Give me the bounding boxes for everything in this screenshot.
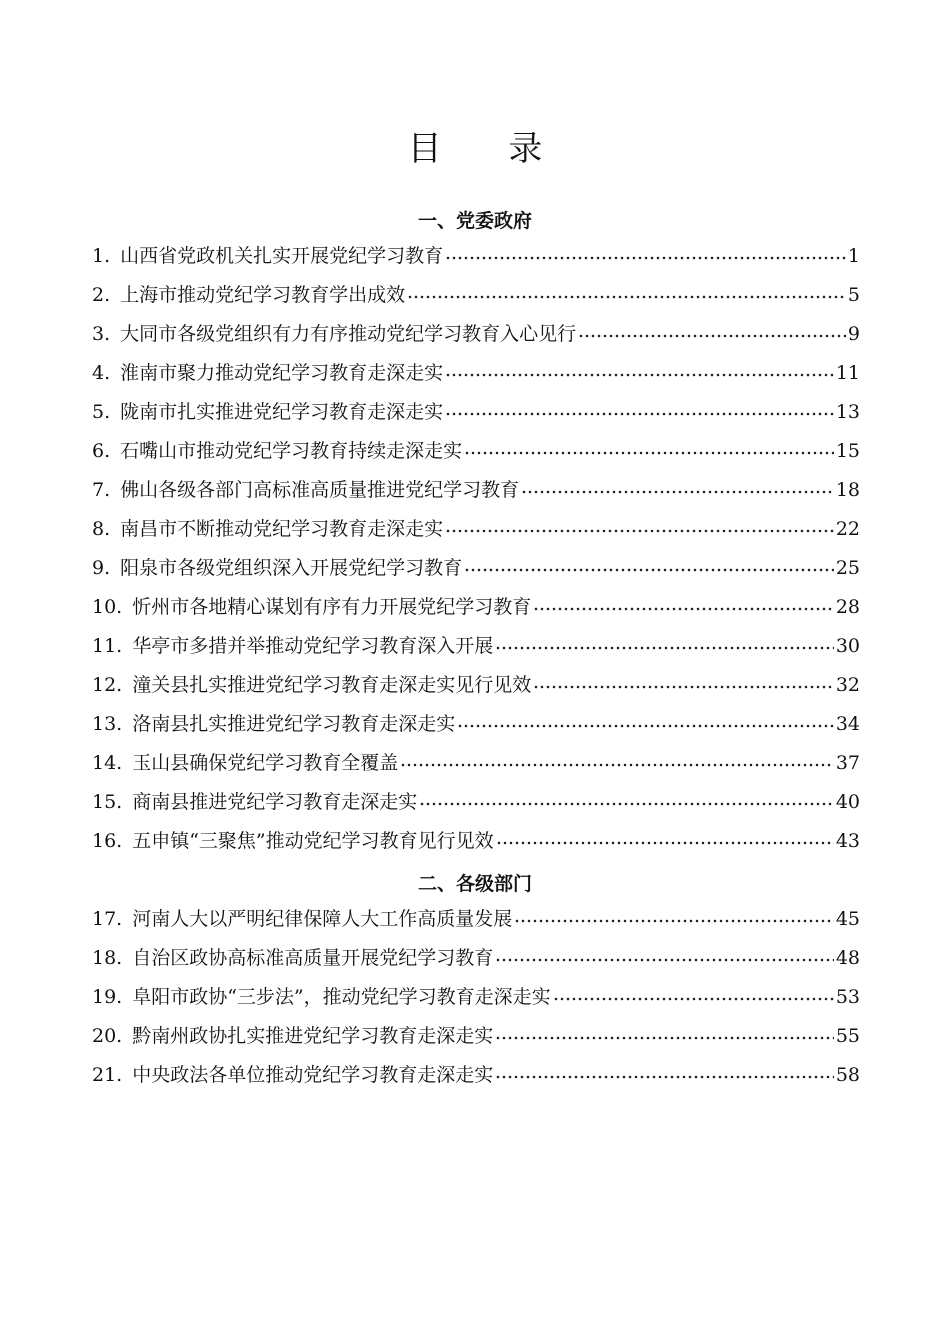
- dot-leader: [533, 682, 834, 692]
- toc-entry-page-number: 48: [835, 947, 860, 969]
- toc-entry-number: 9.: [92, 557, 111, 579]
- toc-entry[interactable]: [92, 631, 860, 661]
- toc-entry[interactable]: [92, 241, 860, 271]
- toc-entry[interactable]: [92, 475, 860, 505]
- toc-entry[interactable]: [92, 280, 860, 310]
- toc-entry-number: 16.: [92, 830, 123, 852]
- toc-entry-title: 山西省党政机关扎实开展党纪学习教育: [120, 245, 444, 267]
- toc-entry[interactable]: [92, 397, 860, 427]
- toc-entry-title: 陇南市扎实推进党纪学习教育走深走实: [120, 401, 444, 423]
- dot-leader: [495, 1072, 834, 1082]
- toc-entry-page-number: 40: [835, 791, 860, 813]
- toc-entry-number: 3.: [92, 323, 111, 345]
- toc-entry-title: 忻州市各地精心谋划有序有力开展党纪学习教育: [132, 596, 532, 618]
- toc-entry-page-number: 11: [835, 362, 860, 384]
- toc-entry-number: 4.: [92, 362, 111, 384]
- toc-entry[interactable]: [92, 436, 860, 466]
- toc-entry-title: 石嘴山市推动党纪学习教育持续走深走实: [120, 440, 463, 462]
- toc-entry-number: 14.: [92, 752, 123, 774]
- dot-leader: [407, 292, 846, 302]
- toc-entry[interactable]: [92, 982, 860, 1012]
- toc-entry-title: 洛南县扎实推进党纪学习教育走深走实: [132, 713, 456, 735]
- toc-entry[interactable]: [92, 787, 860, 817]
- toc-entry-title: 阜阳市政协“三步法”，推动党纪学习教育走深走实: [132, 986, 551, 1008]
- toc-entry-number: 15.: [92, 791, 123, 813]
- dot-leader: [445, 370, 834, 380]
- dot-leader: [400, 760, 834, 770]
- dot-leader: [496, 838, 834, 848]
- toc-entry-number: 10.: [92, 596, 123, 618]
- toc-entry-number: 12.: [92, 674, 123, 696]
- toc-entry-title: 河南人大以严明纪律保障人大工作高质量发展: [132, 908, 513, 930]
- toc-entry[interactable]: [92, 709, 860, 739]
- toc-entry[interactable]: [92, 670, 860, 700]
- toc-entry[interactable]: [92, 1060, 860, 1090]
- dot-leader: [457, 721, 834, 731]
- toc-entry-title: 佛山各级各部门高标准高质量推进党纪学习教育: [120, 479, 520, 501]
- dot-leader: [445, 253, 846, 263]
- toc-entry-title: 大同市各级党组织有力有序推动党纪学习教育入心见行: [120, 323, 577, 345]
- section-heading: 一、党委政府: [417, 210, 532, 232]
- toc-entry-title: 黔南州政协扎实推进党纪学习教育走深走实: [132, 1025, 494, 1047]
- toc-entry-number: 6.: [92, 440, 111, 462]
- toc-entry-title: 五申镇“三聚焦”推动党纪学习教育见行见效: [132, 830, 494, 852]
- toc-entry[interactable]: [92, 943, 860, 973]
- toc-entry-number: 2.: [92, 284, 111, 306]
- toc-entry-number: 21.: [92, 1064, 123, 1086]
- toc-entry-title: 中央政法各单位推动党纪学习教育走深走实: [132, 1064, 494, 1086]
- toc-entry-page-number: 37: [835, 752, 860, 774]
- toc-entry-page-number: 9: [847, 323, 860, 345]
- toc-entry-page-number: 1: [847, 245, 860, 267]
- dot-leader: [495, 643, 834, 653]
- toc-entry-page-number: 15: [835, 440, 860, 462]
- dot-leader: [495, 1033, 834, 1043]
- toc-entry-page-number: 45: [835, 908, 860, 930]
- toc-entry-page-number: 32: [835, 674, 860, 696]
- dot-leader: [553, 994, 834, 1004]
- toc-entry[interactable]: [92, 514, 860, 544]
- toc-entry-number: 17.: [92, 908, 123, 930]
- dot-leader: [578, 331, 846, 341]
- toc-entry[interactable]: [92, 904, 860, 934]
- toc-entry-number: 13.: [92, 713, 123, 735]
- toc-entry[interactable]: [92, 319, 860, 349]
- toc-entry[interactable]: [92, 1021, 860, 1051]
- toc-entry-number: 7.: [92, 479, 111, 501]
- toc-entry-title: 南昌市不断推动党纪学习教育走深走实: [120, 518, 444, 540]
- dot-leader: [445, 526, 834, 536]
- toc-entry-page-number: 13: [835, 401, 860, 423]
- toc-entry-page-number: 30: [835, 635, 860, 657]
- toc-entry-title: 玉山县确保党纪学习教育全覆盖: [132, 752, 399, 774]
- dot-leader: [464, 565, 834, 575]
- dot-leader: [419, 799, 834, 809]
- dot-leader: [514, 916, 834, 926]
- toc-entry-page-number: 55: [835, 1025, 860, 1047]
- toc-entry-page-number: 25: [835, 557, 860, 579]
- toc-entry-number: 19.: [92, 986, 123, 1008]
- toc-entry-number: 18.: [92, 947, 123, 969]
- toc-entry-number: 1.: [92, 245, 111, 267]
- toc-entry-number: 20.: [92, 1025, 123, 1047]
- toc-entry-title: 阳泉市各级党组织深入开展党纪学习教育: [120, 557, 463, 579]
- toc-entry-number: 8.: [92, 518, 111, 540]
- toc-entry-title: 上海市推动党纪学习教育学出成效: [120, 284, 406, 306]
- toc-entry[interactable]: [92, 826, 860, 856]
- dot-leader: [521, 487, 834, 497]
- toc-entry-title: 商南县推进党纪学习教育走深走实: [132, 791, 418, 813]
- page-title: 目 录: [407, 129, 571, 169]
- toc-entry-title: 潼关县扎实推进党纪学习教育走深走实见行见效: [132, 674, 532, 696]
- dot-leader: [464, 448, 834, 458]
- toc-entry-number: 5.: [92, 401, 111, 423]
- toc-entry-page-number: 18: [835, 479, 860, 501]
- toc-entry-page-number: 22: [835, 518, 860, 540]
- toc-entry[interactable]: [92, 592, 860, 622]
- toc-entry[interactable]: [92, 748, 860, 778]
- toc-entry-title: 华亭市多措并举推动党纪学习教育深入开展: [132, 635, 494, 657]
- toc-entry-page-number: 28: [835, 596, 860, 618]
- toc-entry-title: 自治区政协高标准高质量开展党纪学习教育: [132, 947, 494, 969]
- toc-entry-page-number: 53: [835, 986, 860, 1008]
- toc-entry-page-number: 43: [835, 830, 860, 852]
- dot-leader: [533, 604, 834, 614]
- toc-entry-page-number: 34: [835, 713, 860, 735]
- toc-entry-page-number: 5: [847, 284, 860, 306]
- dot-leader: [495, 955, 834, 965]
- section-heading: 二、各级部门: [417, 873, 532, 895]
- toc-entry[interactable]: [92, 553, 860, 583]
- toc-entry-number: 11.: [92, 635, 123, 657]
- toc-entry[interactable]: [92, 358, 860, 388]
- dot-leader: [445, 409, 834, 419]
- toc-entry-title: 淮南市聚力推动党纪学习教育走深走实: [120, 362, 444, 384]
- toc-entry-page-number: 58: [835, 1064, 860, 1086]
